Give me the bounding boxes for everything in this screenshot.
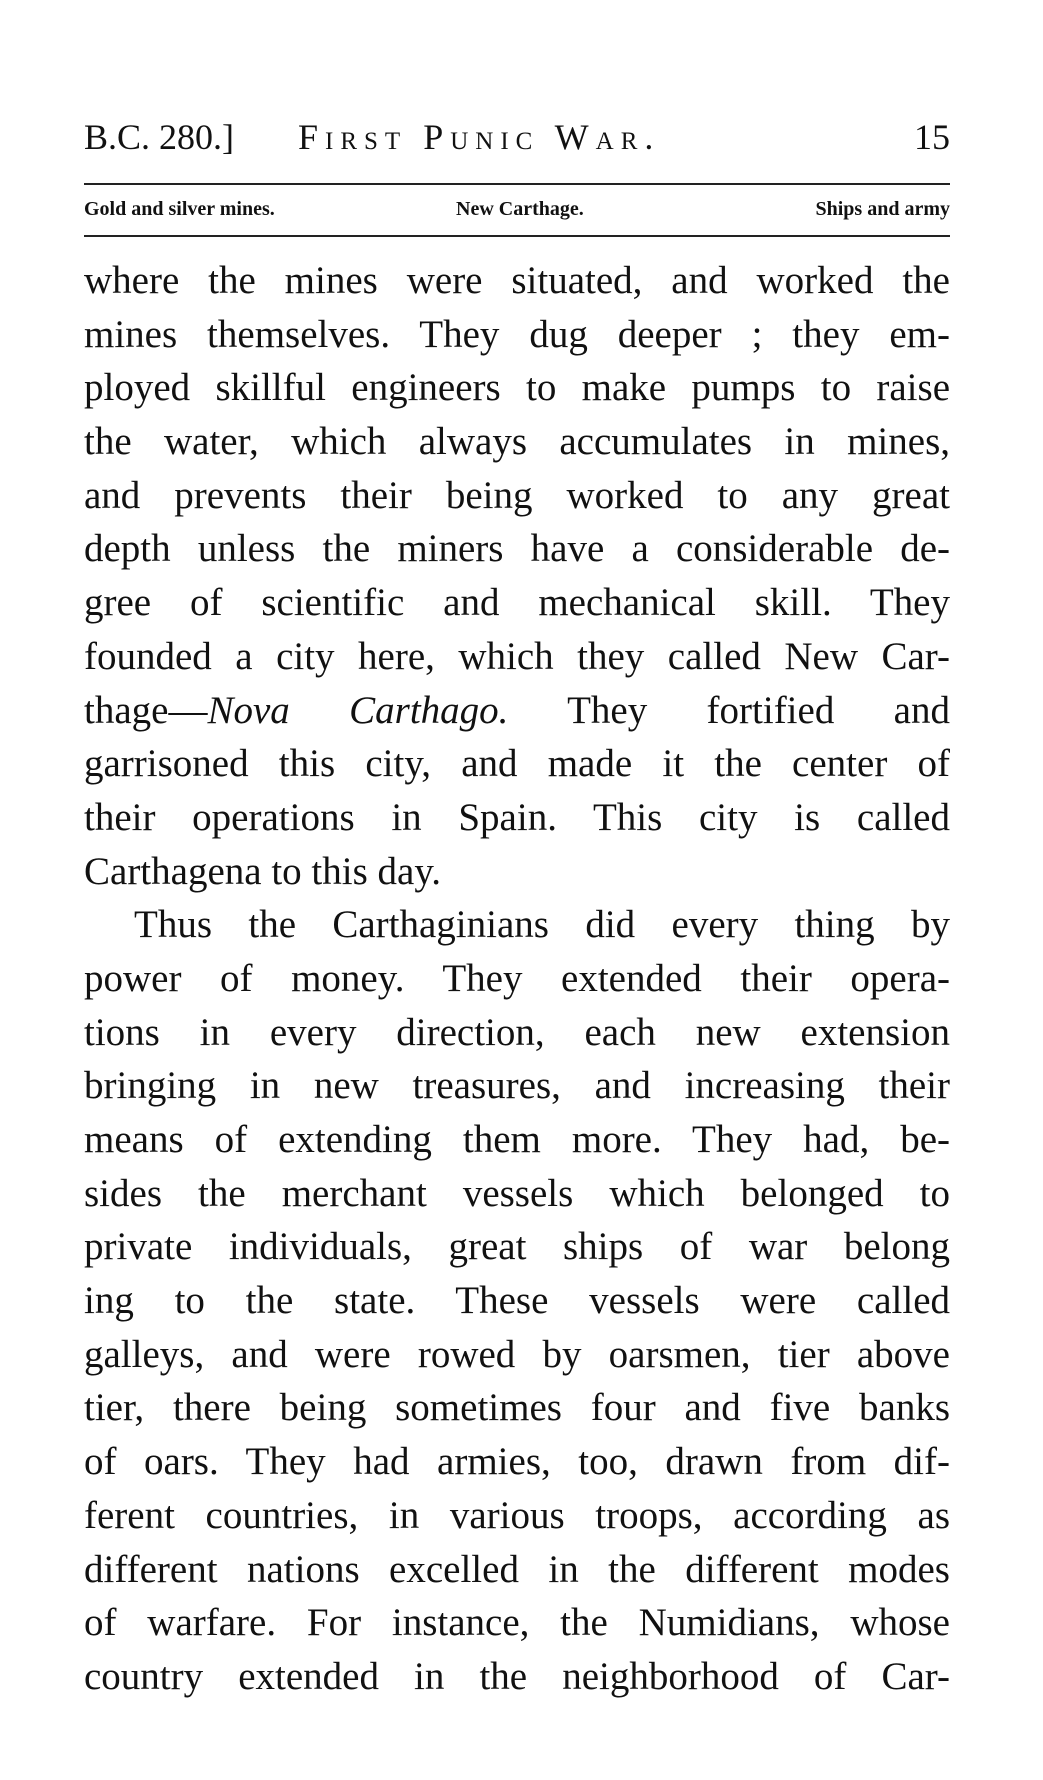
text-line: founded a city here, which they called New Car- [84, 634, 950, 678]
text-line: power of money. They extended their opera- [84, 956, 950, 1000]
text-line: mines themselves. They dug deeper ; they em- [84, 312, 950, 356]
text-line: of oars. They had armies, too, drawn from dif- [84, 1440, 950, 1484]
running-head-title: First Punic War. [298, 117, 661, 157]
text-line: ployed skillful engineers to make pumps to raise [84, 366, 950, 410]
header-rule-bottom [84, 235, 950, 237]
text-line: where the mines were situated, and worked the [84, 259, 950, 302]
page-number: 15 [914, 117, 950, 157]
paragraph-1 [84, 254, 950, 898]
running-head-date: B.C. 280.] [84, 117, 235, 157]
subhead-right: Ships and army [815, 198, 950, 220]
subject-headings [84, 192, 950, 228]
text-line: the water, which always accumulates in mines, [84, 420, 950, 464]
text-line: ferent countries, in various troops, according as [84, 1493, 950, 1537]
text-line: ing to the state. These vessels were called [84, 1279, 950, 1323]
text-line: sides the merchant vessels which belonged to [84, 1171, 950, 1215]
text-line: galleys, and were rowed by oarsmen, tier above [84, 1332, 950, 1376]
subhead-center: New Carthage. [456, 198, 584, 220]
text-segment: thage— [84, 688, 208, 732]
italic-latin-name: Nova Carthago. [207, 688, 509, 732]
text-line: bringing in new treasures, and increasing their [84, 1064, 950, 1108]
body-text [84, 254, 950, 1704]
subhead-left: Gold and silver mines. [84, 198, 275, 220]
text-line: gree of scientific and mechanical skill. They [84, 581, 950, 625]
text-line: of warfare. For instance, the Numidians, whose [84, 1601, 950, 1645]
text-line: and prevents their being worked to any great [84, 473, 950, 517]
text-line: country extended in the neighborhood of Car- [84, 1654, 950, 1698]
text-line: means of extending them more. They had, be- [84, 1118, 950, 1161]
text-segment: They fortified and [508, 688, 950, 732]
text-line-italic [84, 684, 950, 738]
text-line: tier, there being sometimes four and five banks [84, 1386, 950, 1430]
text-line: garrisoned this city, and made it the center of [84, 742, 950, 786]
text-line: their operations in Spain. This city is called [84, 795, 950, 839]
text-line: tions in every direction, each new extension [84, 1010, 950, 1054]
text-line: Thus the Carthaginians did every thing by [134, 903, 950, 947]
running-head [84, 112, 950, 164]
text-line: depth unless the miners have a considerable de- [84, 527, 950, 571]
header-rule-top [84, 183, 950, 185]
text-line: different nations excelled in the different modes [84, 1547, 950, 1591]
text-line: Carthagena to this day. [84, 849, 442, 893]
text-line: private individuals, great ships of war belong [84, 1225, 950, 1269]
paragraph-2 [84, 898, 950, 1703]
